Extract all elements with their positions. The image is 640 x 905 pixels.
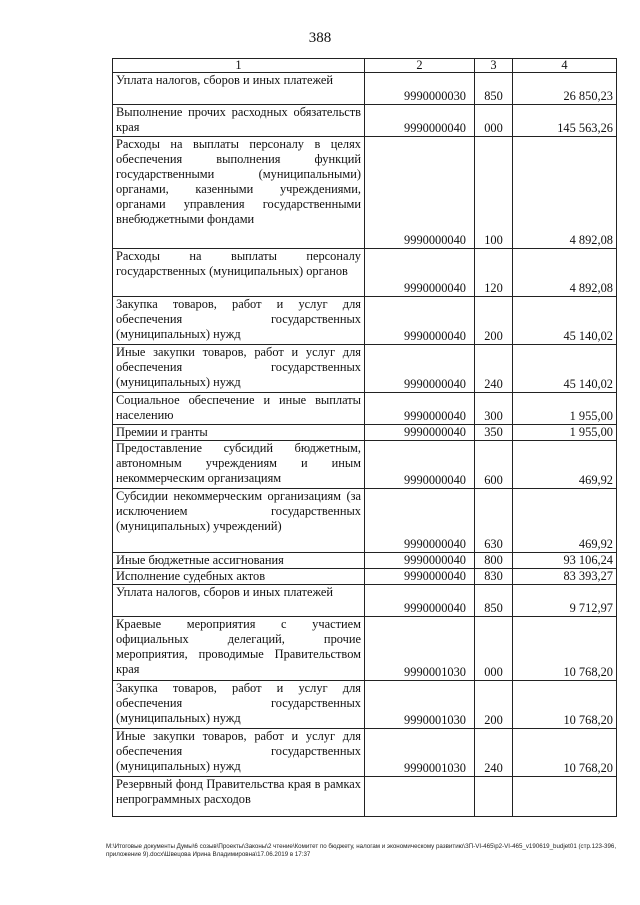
table-row	[113, 425, 617, 441]
row-target-code: 9990000040	[365, 345, 475, 393]
row-description: Уплата налогов, сборов и иных платежей	[113, 73, 365, 105]
row-target-code: 9990000040	[365, 105, 475, 137]
row-amount	[513, 777, 617, 817]
row-description: Иные закупки товаров, работ и услуг для обеспечения государственных (муниципальных) нужд	[113, 345, 365, 393]
table-row	[113, 249, 617, 297]
table-row	[113, 617, 617, 681]
row-amount: 45 140,02	[513, 345, 617, 393]
row-description: Премии и гранты	[113, 425, 365, 441]
table-row	[113, 105, 617, 137]
row-description: Исполнение судебных актов	[113, 569, 365, 585]
row-target-code: 9990001030	[365, 729, 475, 777]
row-expense-type: 200	[475, 681, 513, 729]
row-expense-type: 630	[475, 489, 513, 553]
row-target-code: 9990000040	[365, 249, 475, 297]
table-row	[113, 73, 617, 105]
row-description: Иные бюджетные ассигнования	[113, 553, 365, 569]
table-row	[113, 393, 617, 425]
row-description: Расходы на выплаты персоналу государственных (муниципальных) органов	[113, 249, 365, 297]
row-expense-type: 100	[475, 137, 513, 249]
row-description: Субсидии некоммерческим организациям (за исключением государственных (муниципальных) учреждений)	[113, 489, 365, 553]
row-description: Расходы на выплаты персоналу в целях обеспечения выполнения функций государственными (муниципальными) органами, казенными учреждениями, органами управления государственными внебюджетными фондами	[113, 137, 365, 249]
row-amount: 4 892,08	[513, 249, 617, 297]
row-target-code: 9990000040	[365, 393, 475, 425]
col-header-1: 1	[113, 59, 365, 73]
table-row	[113, 585, 617, 617]
row-expense-type: 800	[475, 553, 513, 569]
row-target-code: 9990000040	[365, 297, 475, 345]
row-amount: 83 393,27	[513, 569, 617, 585]
row-expense-type: 240	[475, 729, 513, 777]
row-amount: 469,92	[513, 441, 617, 489]
row-amount: 1 955,00	[513, 393, 617, 425]
table-row	[113, 489, 617, 553]
table-row	[113, 569, 617, 585]
row-description: Закупка товаров, работ и услуг для обеспечения государственных (муниципальных) нужд	[113, 681, 365, 729]
row-expense-type: 850	[475, 73, 513, 105]
row-amount: 10 768,20	[513, 681, 617, 729]
table-row	[113, 137, 617, 249]
row-expense-type	[475, 777, 513, 817]
table-row	[113, 777, 617, 817]
col-header-4: 4	[513, 59, 617, 73]
table-row	[113, 553, 617, 569]
row-target-code: 9990001030	[365, 681, 475, 729]
row-description: Резервный фонд Правительства края в рамках непрограммных расходов	[113, 777, 365, 817]
row-amount: 145 563,26	[513, 105, 617, 137]
table-body	[113, 73, 617, 817]
row-target-code: 9990000040	[365, 585, 475, 617]
budget-table	[112, 58, 617, 817]
row-expense-type: 850	[475, 585, 513, 617]
table-header-row	[113, 59, 617, 73]
table-row	[113, 681, 617, 729]
row-description: Социальное обеспечение и иные выплаты населению	[113, 393, 365, 425]
row-target-code: 9990000040	[365, 489, 475, 553]
table-header	[113, 59, 617, 73]
row-target-code: 9990000040	[365, 137, 475, 249]
row-expense-type: 830	[475, 569, 513, 585]
document-footer-path: M:\Итоговые документы Думы\6 созыв\Проекты\Законы\2 чтение\Комитет по бюджету, налогам и экономическому развитию\ЗП-VI-465\p2-VI-465_v190619_budjet01 (стр.123-396, приложение 9).docx\Швецова Ирина Владимировна\17.06.2019 в 17:37	[106, 843, 617, 858]
col-header-3: 3	[475, 59, 513, 73]
row-amount: 10 768,20	[513, 729, 617, 777]
row-amount: 469,92	[513, 489, 617, 553]
row-amount: 45 140,02	[513, 297, 617, 345]
row-amount: 10 768,20	[513, 617, 617, 681]
row-amount: 93 106,24	[513, 553, 617, 569]
table-row	[113, 297, 617, 345]
row-expense-type: 200	[475, 297, 513, 345]
row-description: Краевые мероприятия с участием официальных делегаций, прочие мероприятия, проводимые Правительством края	[113, 617, 365, 681]
row-amount: 9 712,97	[513, 585, 617, 617]
row-expense-type: 000	[475, 617, 513, 681]
table-row	[113, 441, 617, 489]
row-expense-type: 350	[475, 425, 513, 441]
col-header-2: 2	[365, 59, 475, 73]
row-expense-type: 120	[475, 249, 513, 297]
table-row	[113, 345, 617, 393]
row-target-code	[365, 777, 475, 817]
row-target-code: 9990001030	[365, 617, 475, 681]
row-target-code: 9990000040	[365, 425, 475, 441]
row-amount: 1 955,00	[513, 425, 617, 441]
row-description: Иные закупки товаров, работ и услуг для обеспечения государственных (муниципальных) нужд	[113, 729, 365, 777]
table-row	[113, 729, 617, 777]
row-target-code: 9990000040	[365, 569, 475, 585]
row-target-code: 9990000030	[365, 73, 475, 105]
row-target-code: 9990000040	[365, 553, 475, 569]
row-expense-type: 000	[475, 105, 513, 137]
row-expense-type: 300	[475, 393, 513, 425]
row-expense-type: 240	[475, 345, 513, 393]
row-description: Предоставление субсидий бюджетным, автономным учреждениям и иным некоммерческим организациям	[113, 441, 365, 489]
row-expense-type: 600	[475, 441, 513, 489]
row-description: Закупка товаров, работ и услуг для обеспечения государственных (муниципальных) нужд	[113, 297, 365, 345]
row-description: Уплата налогов, сборов и иных платежей	[113, 585, 365, 617]
row-description: Выполнение прочих расходных обязательств края	[113, 105, 365, 137]
row-amount: 26 850,23	[513, 73, 617, 105]
page-number: 388	[308, 30, 332, 46]
row-target-code: 9990000040	[365, 441, 475, 489]
row-amount: 4 892,08	[513, 137, 617, 249]
